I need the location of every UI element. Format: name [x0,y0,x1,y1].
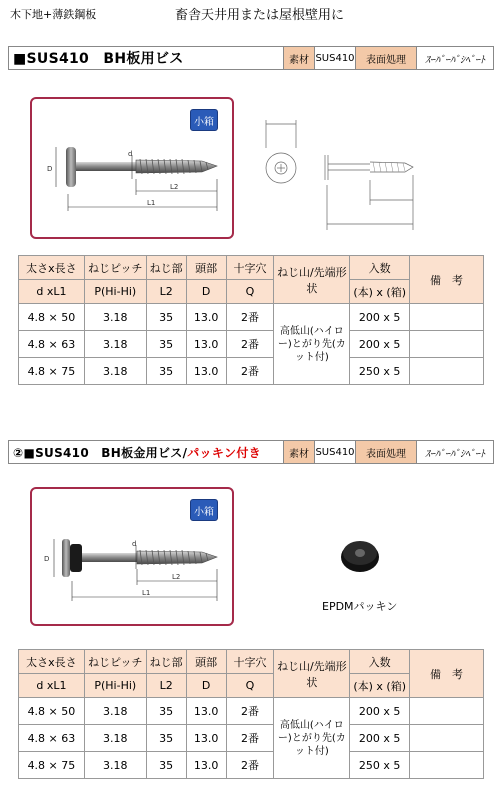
col-header-shape: ねじ山/先端形状 [274,650,350,698]
product-2-spec-table [18,649,484,779]
dim-L2-label: L2 [170,183,179,191]
dim-d-label: d [132,540,137,548]
finish-value: ｽｰﾊﾟｰﾊﾟｼﾍﾟｰﾄ [416,441,493,463]
remarks-cell [410,358,484,385]
dim-L1-label: L1 [147,199,156,207]
col-subheader-size: d xL1 [19,280,85,304]
epdm-packing-label: EPDMパッキン [322,600,398,613]
col-subheader-head: D [186,674,226,698]
table-row: 4.8 × 50 3.18 35 13.0 2番 高低山(ハイロー)とがり先(カット付) 200 x 5 [19,304,484,331]
remarks-cell [410,698,484,725]
remarks-cell [410,304,484,331]
col-subheader-cross: Q [226,280,274,304]
material-value: SUS410 [314,441,355,463]
col-header-remarks: 備 考 [410,650,484,698]
epdm-packing-image [335,535,385,575]
col-header-size: 太さx長さ [19,650,85,674]
product-2-photo [30,487,234,626]
col-subheader-pitch: P(Hi-Hi) [84,280,146,304]
table-row: 4.8 × 50 3.18 35 13.0 2番 高低山(ハイロー)とがり先(カット付) 200 x 5 [19,698,484,725]
product-1-drawing [255,100,415,240]
dim-D-label: D [47,165,53,173]
dim-L1-label: L1 [142,589,151,597]
remarks-cell [410,725,484,752]
col-header-head: 頭部 [186,650,226,674]
product-2-name: ②■SUS410 BH板金用ビス/ パッキン付き [13,445,261,460]
product-1-spec-table [18,255,484,385]
material-value: SUS410 [314,47,355,69]
col-header-qty: 入数 [350,256,410,280]
material-label: 素材 [283,441,314,463]
col-header-cross: 十字穴 [226,256,274,280]
col-header-pitch: ねじピッチ [84,650,146,674]
product-1-title-bar [8,46,494,70]
col-header-size: 太さx長さ [19,256,85,280]
remarks-cell [410,331,484,358]
col-header-qty: 入数 [350,650,410,674]
finish-label: 表面処理 [355,441,416,463]
table-row: 4.8 × 63 3.18 35 13.0 2番 200 x 5 [19,725,484,752]
finish-label: 表面処理 [355,47,416,69]
dim-L2-label: L2 [172,573,181,581]
remarks-cell [410,752,484,779]
col-subheader-size: d xL1 [19,674,85,698]
dim-d-label: d [128,150,133,158]
col-subheader-head: D [186,280,226,304]
material-label: 素材 [283,47,314,69]
usage-description: 畜舎天井用または屋根壁用に [175,8,345,23]
col-header-thread: ねじ部 [146,256,186,280]
col-subheader-qty: (本) x (箱) [350,674,410,698]
col-header-thread: ねじ部 [146,650,186,674]
col-subheader-qty: (本) x (箱) [350,280,410,304]
category-label: 木下地+薄鉄鋼板 [10,8,97,21]
finish-value: ｽｰﾊﾟｰﾊﾟｼﾍﾟｰﾄ [416,47,493,69]
col-header-cross: 十字穴 [226,650,274,674]
product-2-title-bar [8,440,494,464]
col-subheader-cross: Q [226,674,274,698]
thread-shape-cell: 高低山(ハイロー)とがり先(カット付) [274,698,350,779]
screw-with-packing-photo-image [32,489,232,624]
dim-D-label: D [44,555,50,563]
col-header-pitch: ねじピッチ [84,256,146,280]
table-row: 4.8 × 63 3.18 35 13.0 2番 200 x 5 [19,331,484,358]
col-subheader-thread: L2 [146,674,186,698]
col-subheader-pitch: P(Hi-Hi) [84,674,146,698]
thread-shape-cell: 高低山(ハイロー)とがり先(カット付) [274,304,350,385]
col-header-shape: ねじ山/先端形状 [274,256,350,304]
small-box-badge: 小箱 [190,109,218,131]
table-row: 4.8 × 75 3.18 35 13.0 2番 250 x 5 [19,752,484,779]
product-1-name: ■SUS410 BH板用ビス [13,51,184,67]
col-subheader-thread: L2 [146,280,186,304]
col-header-head: 頭部 [186,256,226,280]
small-box-badge: 小箱 [190,499,218,521]
product-1-photo [30,97,234,239]
col-header-remarks: 備 考 [410,256,484,304]
table-row: 4.8 × 75 3.18 35 13.0 2番 250 x 5 [19,358,484,385]
screw-photo-image [32,99,232,237]
